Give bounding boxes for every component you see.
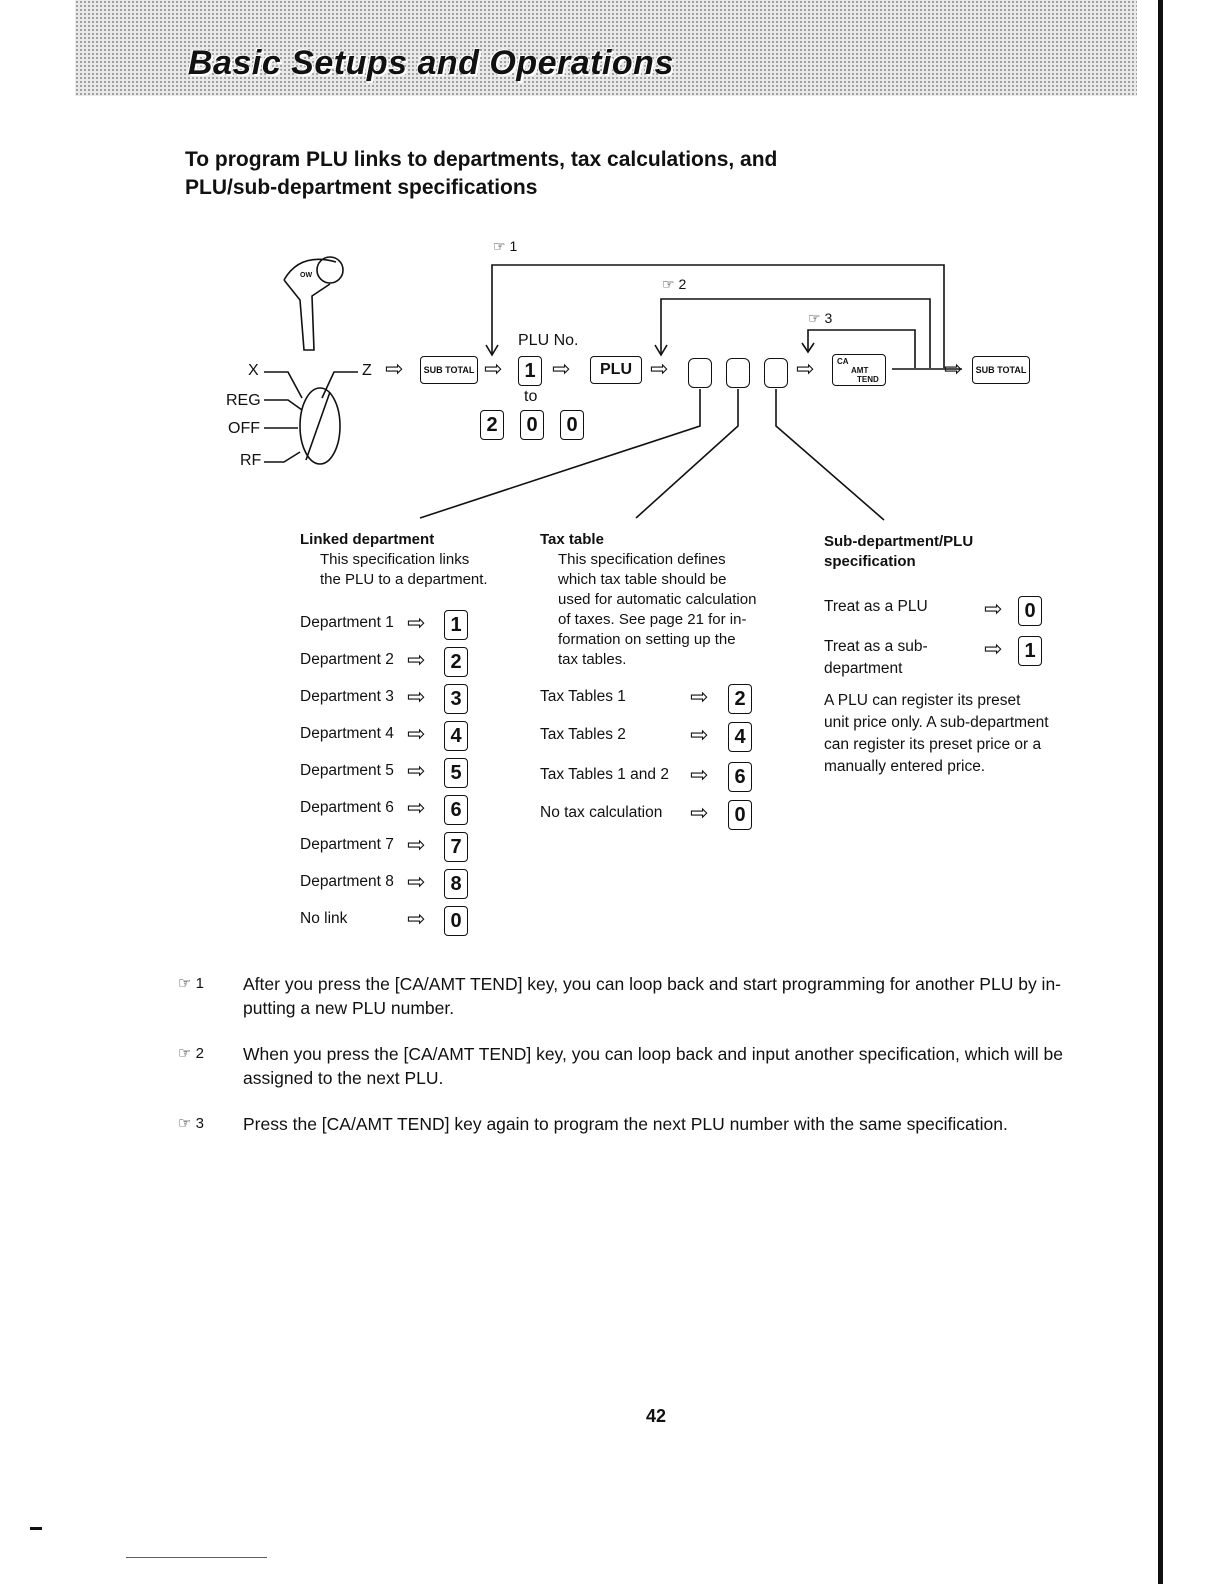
department-row-label: Department 7: [300, 836, 394, 853]
right-arrow-icon: ⇨: [552, 356, 571, 381]
department-digit-box[interactable]: [688, 358, 712, 388]
numeric-key-1[interactable]: 1: [518, 356, 542, 386]
department-key[interactable]: 7: [444, 832, 468, 862]
right-arrow-icon: ⇨: [650, 356, 669, 381]
tax-desc-2: which tax table should be: [558, 571, 727, 588]
pointing-hand-icon: ☞: [178, 1115, 192, 1132]
department-key[interactable]: 8: [444, 869, 468, 899]
right-arrow-icon: ⇨: [484, 356, 503, 381]
reg-leader: [264, 400, 302, 410]
right-arrow-icon: ⇨: [690, 684, 709, 709]
department-key[interactable]: 5: [444, 758, 468, 788]
pointing-hand-icon: ☞: [808, 310, 821, 326]
department-key[interactable]: 0: [444, 906, 468, 936]
tax-row-label: Tax Tables 1: [540, 688, 626, 705]
corner-mark: [30, 1527, 42, 1530]
department-key[interactable]: 6: [444, 795, 468, 825]
loop-1-line: [492, 265, 944, 368]
department-key[interactable]: 3: [444, 684, 468, 714]
sub-department-heading-1: Sub-department/PLU: [824, 533, 974, 550]
mode-switch-pointer: [306, 392, 330, 460]
department-row-label: Department 4: [300, 725, 394, 742]
right-arrow-icon: ⇨: [407, 647, 426, 672]
key-label: OW: [300, 272, 313, 279]
numeric-key-1[interactable]: 1: [1018, 636, 1042, 666]
page-header-title: Basic Setups and Operations: [188, 44, 674, 82]
treat-as-plu-label: Treat as a PLU: [824, 598, 928, 615]
x-leader: [264, 372, 302, 398]
linked-department-section: [300, 530, 488, 590]
mode-rf-label: RF: [240, 452, 262, 469]
numeric-key-0[interactable]: 0: [1018, 596, 1042, 626]
tax-digit-box[interactable]: [726, 358, 750, 388]
tax-table-section: [540, 530, 756, 670]
tax-row-label: No tax calculation: [540, 804, 663, 821]
note-1-ref: ☞ 1: [178, 975, 204, 992]
numeric-key-0[interactable]: 0: [520, 410, 544, 440]
note-3-ref: ☞ 3: [178, 1115, 204, 1132]
plu-key[interactable]: PLU: [590, 356, 642, 384]
linked-department-desc-1: This specification links: [320, 551, 470, 568]
footer-underline: [126, 1557, 267, 1558]
mode-switch-body: [300, 388, 340, 464]
numeric-key-0[interactable]: 0: [560, 410, 584, 440]
tax-desc-4: of taxes. See page 21 for in-: [558, 611, 747, 628]
right-arrow-icon: ⇨: [407, 758, 426, 783]
department-row-label: Department 2: [300, 651, 394, 668]
right-arrow-icon: ⇨: [385, 356, 404, 381]
sub-department-section: [824, 532, 973, 572]
mode-off-label: OFF: [228, 420, 260, 437]
right-arrow-icon: ⇨: [984, 636, 1003, 661]
tax-desc-3: used for automatic calculation: [558, 591, 757, 608]
department-row-label: Department 1: [300, 614, 394, 631]
tax-desc-1: This specification defines: [558, 551, 726, 568]
tax-desc-6: tax tables.: [558, 651, 627, 668]
note-1: After you press the [CA/AMT TEND] key, you can loop back and start programming for another PLU by in- putting a new PLU number.: [243, 974, 1062, 1018]
section-title-line-2: PLU/sub-department specifications: [185, 176, 538, 199]
department-row-label: No link: [300, 910, 348, 927]
pointing-hand-icon: ☞: [178, 1045, 192, 1062]
right-arrow-icon: ⇨: [690, 722, 709, 747]
treat-as-sub-label: Treat as a sub- department: [824, 638, 928, 677]
sub-department-note: A PLU can register its preset unit price only. A sub-department can register its preset price or a manually entered price.: [824, 692, 1049, 775]
tax-desc-5: formation on setting up the: [558, 631, 736, 648]
subtotal-key[interactable]: SUB TOTAL: [420, 356, 478, 384]
tax-key[interactable]: 2: [728, 684, 752, 714]
department-key[interactable]: 2: [444, 647, 468, 677]
department-row-label: Department 5: [300, 762, 394, 779]
department-key[interactable]: 1: [444, 610, 468, 640]
right-arrow-icon: ⇨: [407, 832, 426, 857]
tax-branch-line: [636, 389, 738, 518]
department-row-label: Department 8: [300, 873, 394, 890]
page-number: 42: [646, 1406, 667, 1426]
tax-key[interactable]: 4: [728, 722, 752, 752]
linked-department-desc-2: the PLU to a department.: [320, 571, 488, 588]
tax-row-label: Tax Tables 1 and 2: [540, 766, 669, 783]
tax-key[interactable]: 6: [728, 762, 752, 792]
sub-department-heading-2: specification: [824, 553, 916, 570]
right-arrow-icon: ⇨: [690, 800, 709, 825]
mode-x-label: X: [248, 362, 259, 379]
pointing-hand-icon: ☞: [493, 238, 506, 254]
loop-ref-3: ☞ 3: [808, 310, 833, 326]
tax-key[interactable]: 0: [728, 800, 752, 830]
sub-branch-line: [776, 389, 884, 520]
to-label: to: [524, 388, 538, 405]
right-arrow-icon: ⇨: [944, 356, 963, 381]
subtotal-key-final[interactable]: SUB TOTAL: [972, 356, 1030, 384]
z-leader: [322, 372, 358, 398]
right-arrow-icon: ⇨: [407, 906, 426, 931]
right-arrow-icon: ⇨: [690, 762, 709, 787]
sub-department-digit-box[interactable]: [764, 358, 788, 388]
right-arrow-icon: ⇨: [407, 795, 426, 820]
section-title-line-1: To program PLU links to departments, tax calculations, and: [185, 148, 778, 171]
right-arrow-icon: ⇨: [407, 721, 426, 746]
mode-reg-label: REG: [226, 392, 261, 409]
right-arrow-icon: ⇨: [407, 610, 426, 635]
right-arrow-icon: ⇨: [407, 684, 426, 709]
linked-department-heading: Linked department: [300, 531, 435, 548]
rf-leader: [264, 452, 300, 462]
ca-amt-tend-key[interactable]: CA AMT TEND: [832, 354, 886, 386]
note-2: When you press the [CA/AMT TEND] key, you can loop back and input another specification, which will be assigned to the next PLU.: [243, 1044, 1063, 1088]
department-row-label: Department 6: [300, 799, 394, 816]
tax-table-heading: Tax table: [540, 531, 604, 548]
mode-z-label: Z: [362, 362, 372, 379]
department-row-label: Department 3: [300, 688, 394, 705]
note-3: Press the [CA/AMT TEND] key again to program the next PLU number with the same specification.: [243, 1114, 1008, 1134]
pointing-hand-icon: ☞: [662, 276, 675, 292]
plu-no-label: PLU No.: [518, 332, 579, 349]
loop-ref-1: ☞ 1: [493, 238, 518, 254]
right-arrow-icon: ⇨: [984, 596, 1003, 621]
loop-ref-2: ☞ 2: [662, 276, 687, 292]
tax-row-label: Tax Tables 2: [540, 726, 626, 743]
numeric-key-2[interactable]: 2: [480, 410, 504, 440]
department-key[interactable]: 4: [444, 721, 468, 751]
note-2-ref: ☞ 2: [178, 1045, 204, 1062]
pointing-hand-icon: ☞: [178, 975, 192, 992]
right-arrow-icon: ⇨: [407, 869, 426, 894]
right-arrow-icon: ⇨: [796, 356, 815, 381]
